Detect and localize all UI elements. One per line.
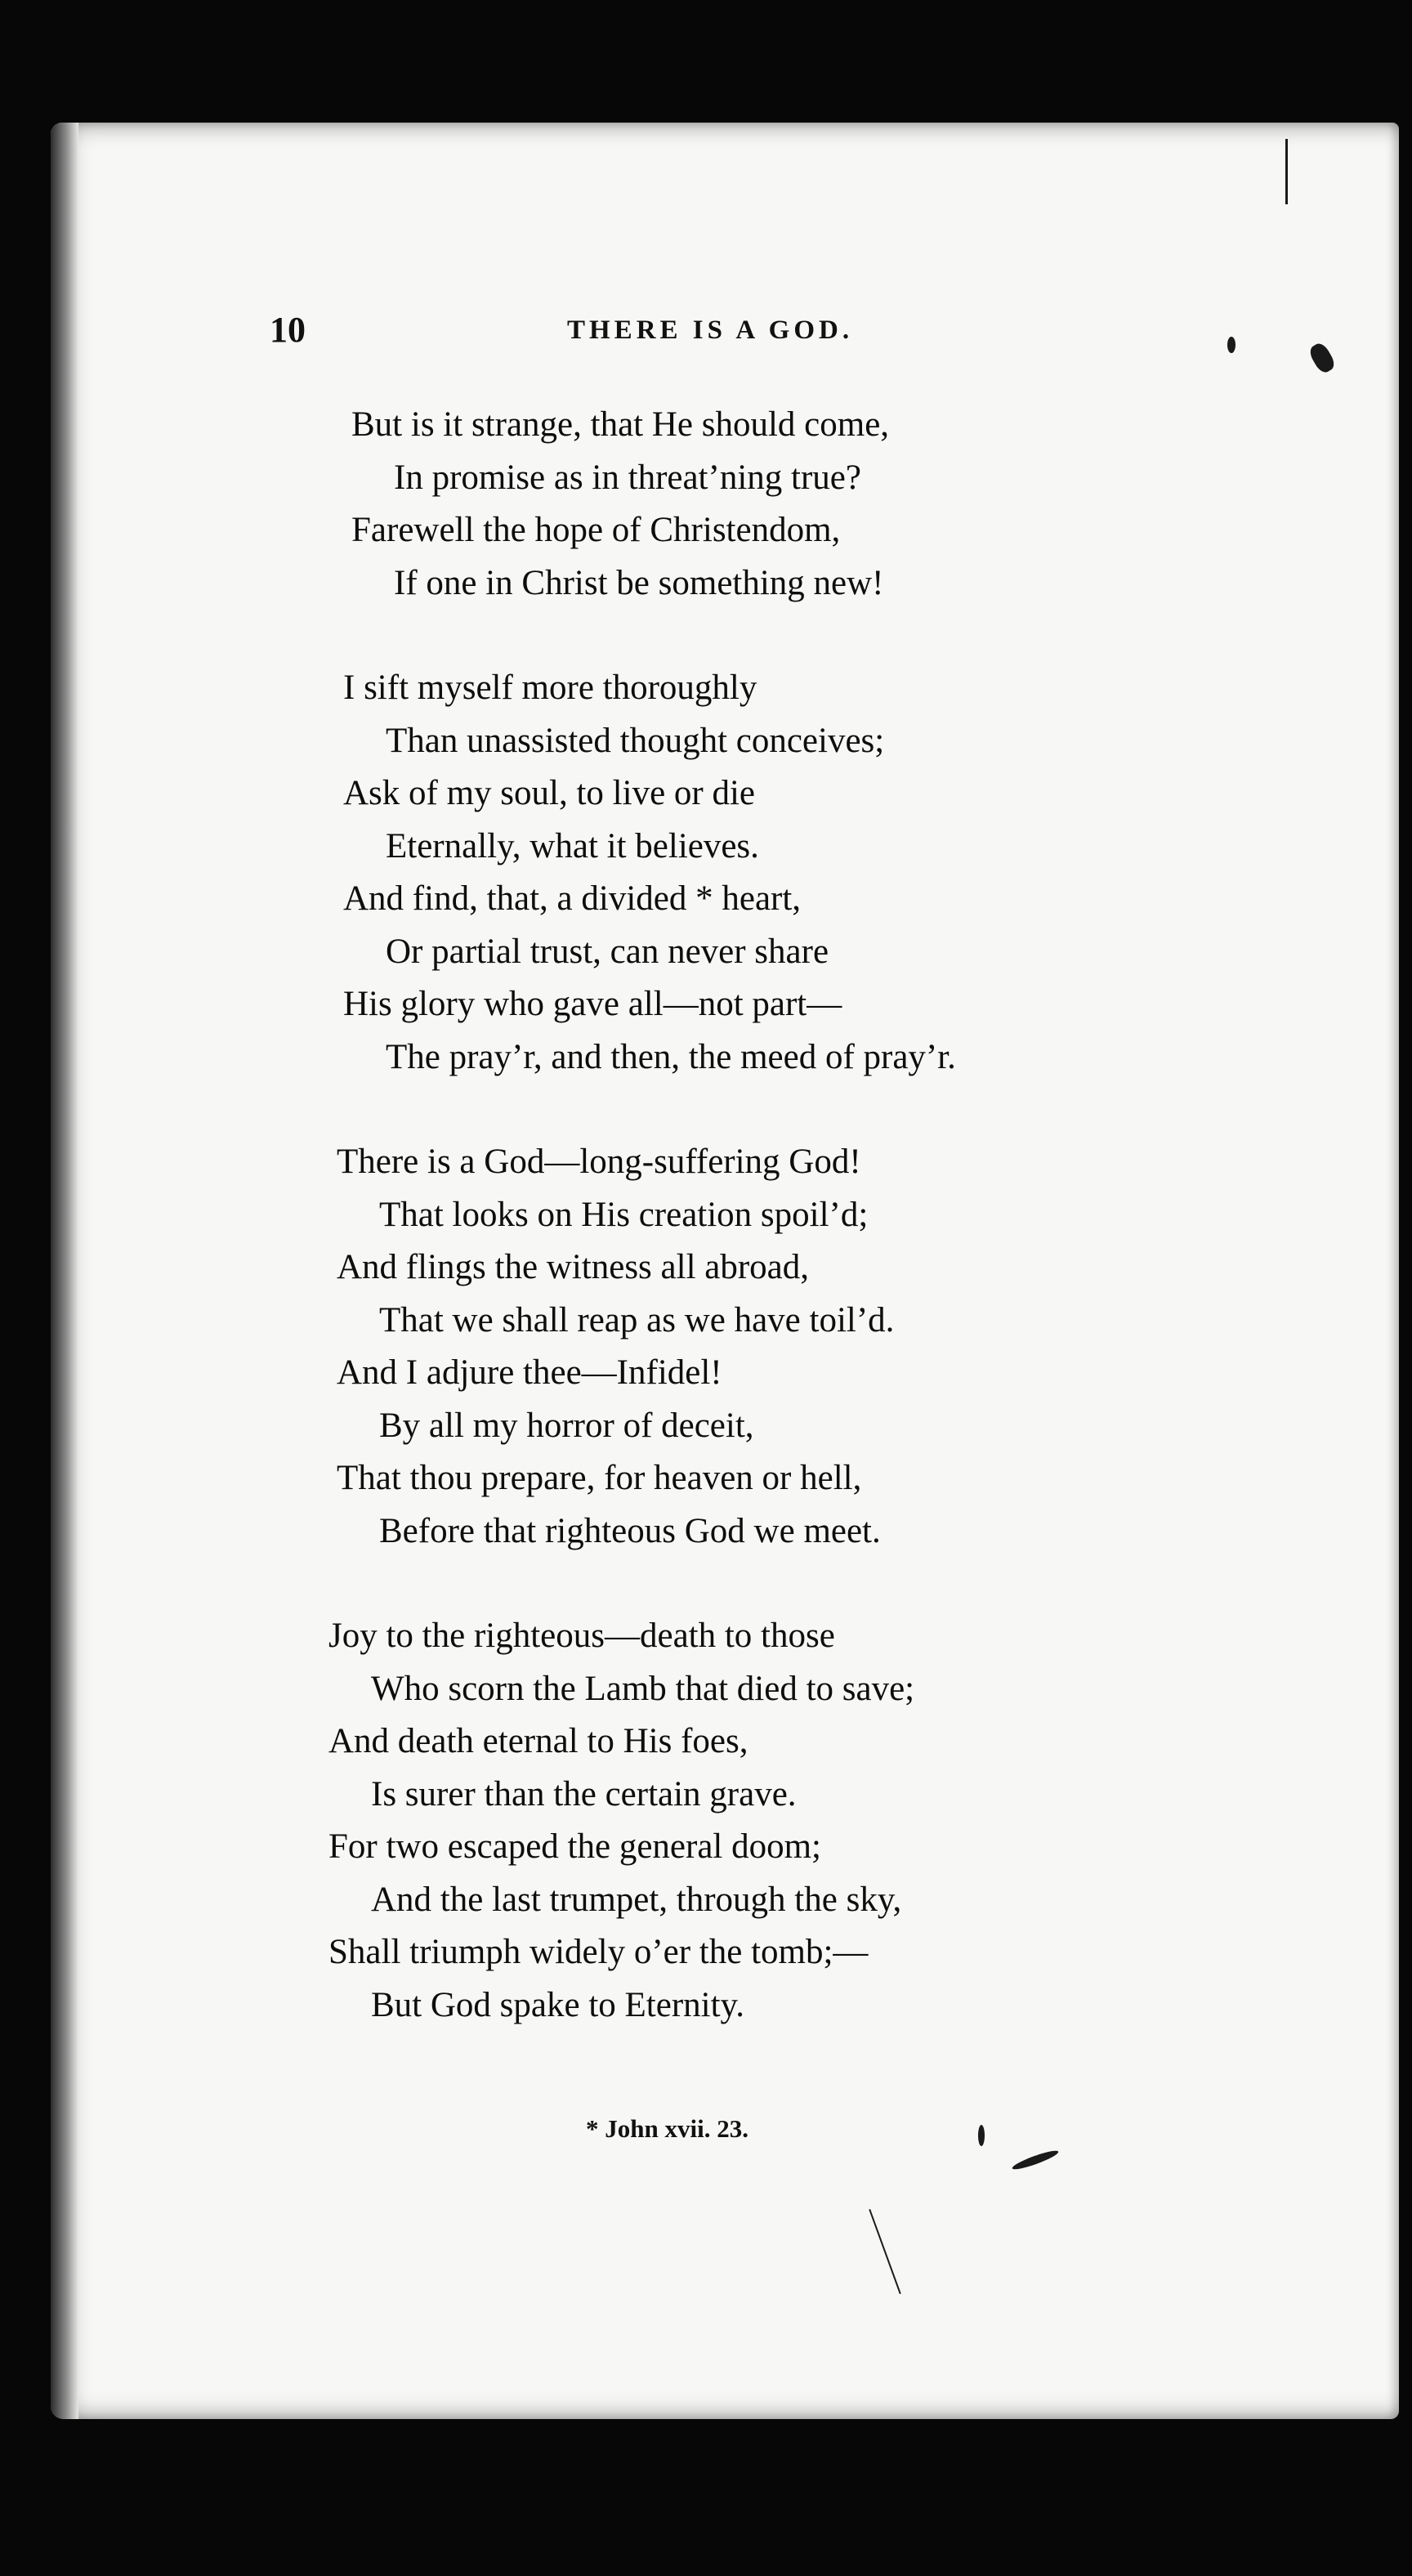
poem-line: That thou prepare, for heaven or hell,: [337, 1459, 862, 1497]
book-page: [51, 123, 1399, 2419]
ink-blot: [1011, 2148, 1060, 2172]
poem-line: And find, that, a divided * heart,: [343, 879, 802, 918]
stanza: [337, 1136, 1195, 1558]
poem-line: Or partial trust, can never share: [386, 932, 829, 971]
poem-line: And I adjure thee—Infidel!: [337, 1353, 722, 1392]
poem-line: But is it strange, that He should come,: [351, 405, 890, 444]
poem-line: I sift myself more thoroughly: [343, 669, 757, 707]
poem-line: And the last trumpet, through the sky,: [371, 1880, 902, 1919]
scratch-line: [1285, 139, 1288, 204]
poem-line: Ask of my soul, to live or die: [343, 774, 756, 812]
stanza: [328, 1610, 1195, 2032]
page-header: [51, 309, 1399, 358]
ink-blot: [1227, 337, 1236, 353]
poem-line: For two escaped the general doom;: [328, 1827, 822, 1866]
poem-line: But God spake to Eternity.: [371, 1985, 745, 2024]
scratch-line: [869, 2209, 901, 2294]
poem-line: Is surer than the certain grave.: [371, 1774, 797, 1813]
poem-body: [51, 399, 1195, 2084]
poem-line: Shall triumph widely o’er the tomb;—: [328, 1933, 869, 1971]
poem-line: That looks on His creation spoil’d;: [379, 1195, 869, 1234]
running-head: THERE IS A GOD.: [567, 315, 854, 345]
poem-line: Joy to the righteous—death to those: [328, 1617, 835, 1655]
ink-blot: [978, 2125, 985, 2146]
page-number: 10: [270, 310, 306, 350]
poem-line: There is a God—long-suffering God!: [337, 1143, 861, 1181]
stanza: [343, 662, 1195, 1084]
poem-line: Than unassisted thought conceives;: [386, 721, 885, 760]
poem-line: Before that righteous God we meet.: [379, 1511, 881, 1550]
poem-line: Who scorn the Lamb that died to save;: [371, 1669, 915, 1708]
poem-line: In promise as in threat’ning true?: [394, 458, 861, 497]
poem-line: Eternally, what it believes.: [386, 826, 759, 865]
poem-line: And death eternal to His foes,: [328, 1722, 748, 1760]
footnote: * John xvii. 23.: [586, 2114, 748, 2143]
stanza: [351, 399, 1195, 610]
poem-line: And flings the witness all abroad,: [337, 1248, 810, 1286]
poem-line: His glory who gave all—not part—: [343, 985, 842, 1023]
poem-line: That we shall reap as we have toil’d.: [379, 1300, 895, 1339]
poem-line: The pray’r, and then, the meed of pray’r.: [386, 1037, 956, 1076]
poem-line: Farewell the hope of Christendom,: [351, 511, 841, 549]
poem-line: If one in Christ be something new!: [394, 563, 884, 602]
poem-line: By all my horror of deceit,: [379, 1406, 754, 1445]
